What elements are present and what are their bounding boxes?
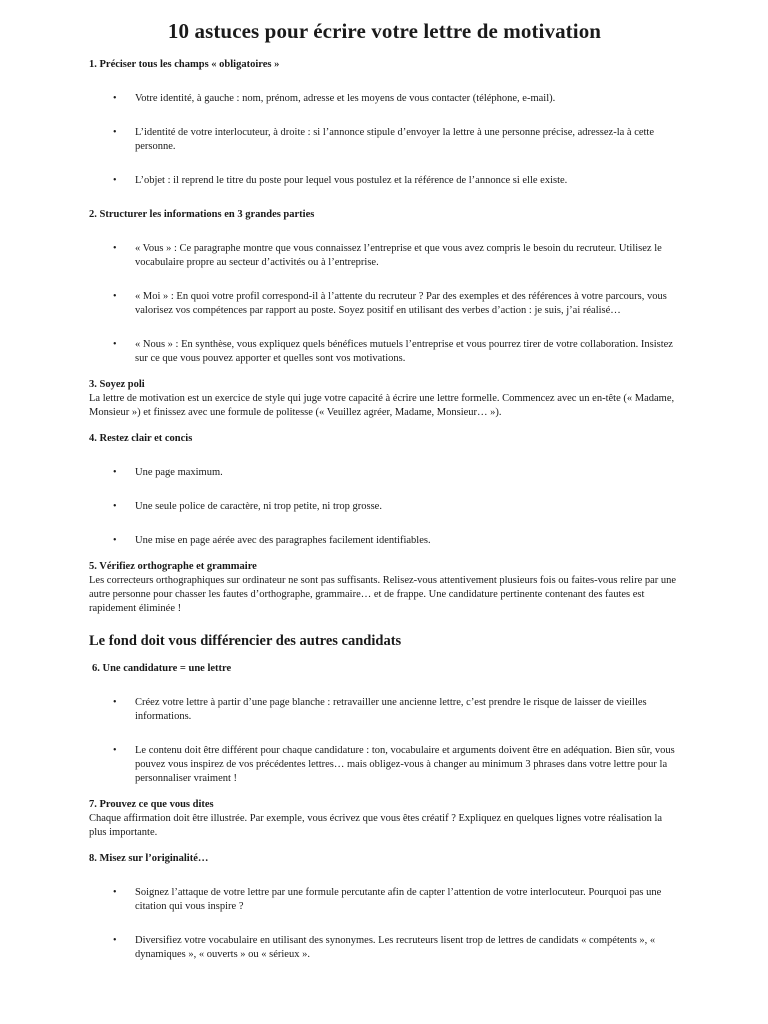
- section-6-list: [89, 696, 680, 786]
- bullet-icon: •: [113, 93, 117, 104]
- list-item: • L’objet : il reprend le titre du poste pour lequel vous postulez et la référence de l’annonce si elle existe.: [113, 175, 568, 186]
- section-7-heading: 7. Prouvez ce que vous dites: [89, 799, 214, 810]
- bullet-icon: •: [113, 935, 117, 946]
- bullet-icon: •: [113, 291, 117, 302]
- section-1-list: [89, 92, 680, 188]
- section-1-heading: 1. Préciser tous les champs « obligatoires »: [89, 59, 280, 70]
- section-5-text: Les correcteurs orthographiques sur ordinateur ne sont pas suffisants. Relisez-vous attentivement plusieurs fois ou faites-vous relire par une autre personne pour chasser les fautes d’orthographe, grammaire… et de frappe. Une candidature pertinente contenant des fautes est rapidement éliminée !: [89, 575, 677, 614]
- list-item: • « Nous » : En synthèse, vous expliquez quels bénéfices mutuels l’entreprise et vous pourrez tirer de votre collaboration. Insistez sur ce que vous pouvez apporter et quelles sont vos motivations.: [113, 339, 673, 364]
- list-item: • Créez votre lettre à partir d’une page blanche : retravailler une ancienne lettre, c’est prendre le risque de laisser de vieilles informations.: [113, 697, 647, 722]
- bullet-icon: •: [113, 175, 117, 186]
- section-8-heading: 8. Misez sur l’originalité…: [89, 853, 209, 864]
- bullet-icon: •: [113, 127, 117, 138]
- document-title: 10 astuces pour écrire votre lettre de motivation: [167, 19, 602, 43]
- list-item: • « Moi » : En quoi votre profil correspond-il à l’attente du recruteur ? Par des exemples et des références à votre parcours, vous valorisez vos compétences par rapport au poste. Soyez positif en utilisant des verbes d’action : je suis, j’ai réalisé…: [113, 291, 667, 316]
- section-4-list: [89, 466, 680, 548]
- list-item: • Votre identité, à gauche : nom, prénom, adresse et les moyens de vous contacter (téléphone, e-mail).: [113, 93, 556, 104]
- section-2-heading: 2. Structurer les informations en 3 grandes parties: [89, 209, 315, 220]
- list-item: • « Vous » : Ce paragraphe montre que vous connaissez l’entreprise et que vous avez compris le besoin du recruteur. Utilisez le vocabulaire propre au secteur d’activités ou à l’entreprise.: [113, 243, 662, 268]
- section-4-heading: 4. Restez clair et concis: [89, 433, 193, 444]
- list-item: • Le contenu doit être différent pour chaque candidature : ton, vocabulaire et arguments doivent être en adéquation. Bien sûr, vous pouvez vous inspirez de vos précédentes lettres… mais obligez-vous à changer au minimum 3 phrases dans votre lettre pour la personnaliser vraiment !: [113, 745, 675, 784]
- bullet-icon: •: [113, 697, 117, 708]
- section-6-heading: 6. Une candidature = une lettre: [92, 663, 232, 674]
- bullet-icon: •: [113, 887, 117, 898]
- section-7-text: Chaque affirmation doit être illustrée. Par exemple, vous écrivez que vous êtes créatif ? Expliquez en quelques lignes votre réalisation la plus importante.: [89, 813, 663, 838]
- bullet-icon: •: [113, 501, 117, 512]
- section-8-list: [89, 886, 680, 962]
- list-item: • L’identité de votre interlocuteur, à droite : si l’annonce stipule d’envoyer la lettre à une personne précise, adressez-la à cette personne.: [113, 127, 655, 152]
- bullet-icon: •: [113, 467, 117, 478]
- bullet-icon: •: [113, 745, 117, 756]
- bullet-icon: •: [113, 243, 117, 254]
- list-item: • Diversifiez votre vocabulaire en utilisant des synonymes. Les recruteurs lisent trop de lettres de candidats « compétents », « dynamiques », « ouverts » ou « sérieux ».: [113, 935, 656, 960]
- bullet-icon: •: [113, 339, 117, 350]
- list-item: • Une seule police de caractère, ni trop petite, ni trop grosse.: [113, 501, 382, 512]
- section-3-text: La lettre de motivation est un exercice de style qui juge votre capacité à écrire une lettre formelle. Commencez avec un en-tête (« Madame, Monsieur ») et finissez avec une formule de politesse (« Veuillez agréer, Madame, Monsieur… »).: [89, 393, 675, 418]
- section-5-heading: 5. Vérifiez orthographe et grammaire: [89, 561, 257, 572]
- list-item: • Une page maximum.: [113, 467, 223, 478]
- section-3-heading: 3. Soyez poli: [89, 379, 145, 390]
- subtitle: Le fond doit vous différencier des autres candidats: [89, 633, 402, 649]
- bullet-icon: •: [113, 535, 117, 546]
- list-item: • Soignez l’attaque de votre lettre par une formule percutante afin de capter l’attention de votre interlocuteur. Pourquoi pas une citation qui vous inspire ?: [113, 887, 662, 912]
- section-2-list: [89, 242, 680, 366]
- list-item: • Une mise en page aérée avec des paragraphes facilement identifiables.: [113, 535, 431, 546]
